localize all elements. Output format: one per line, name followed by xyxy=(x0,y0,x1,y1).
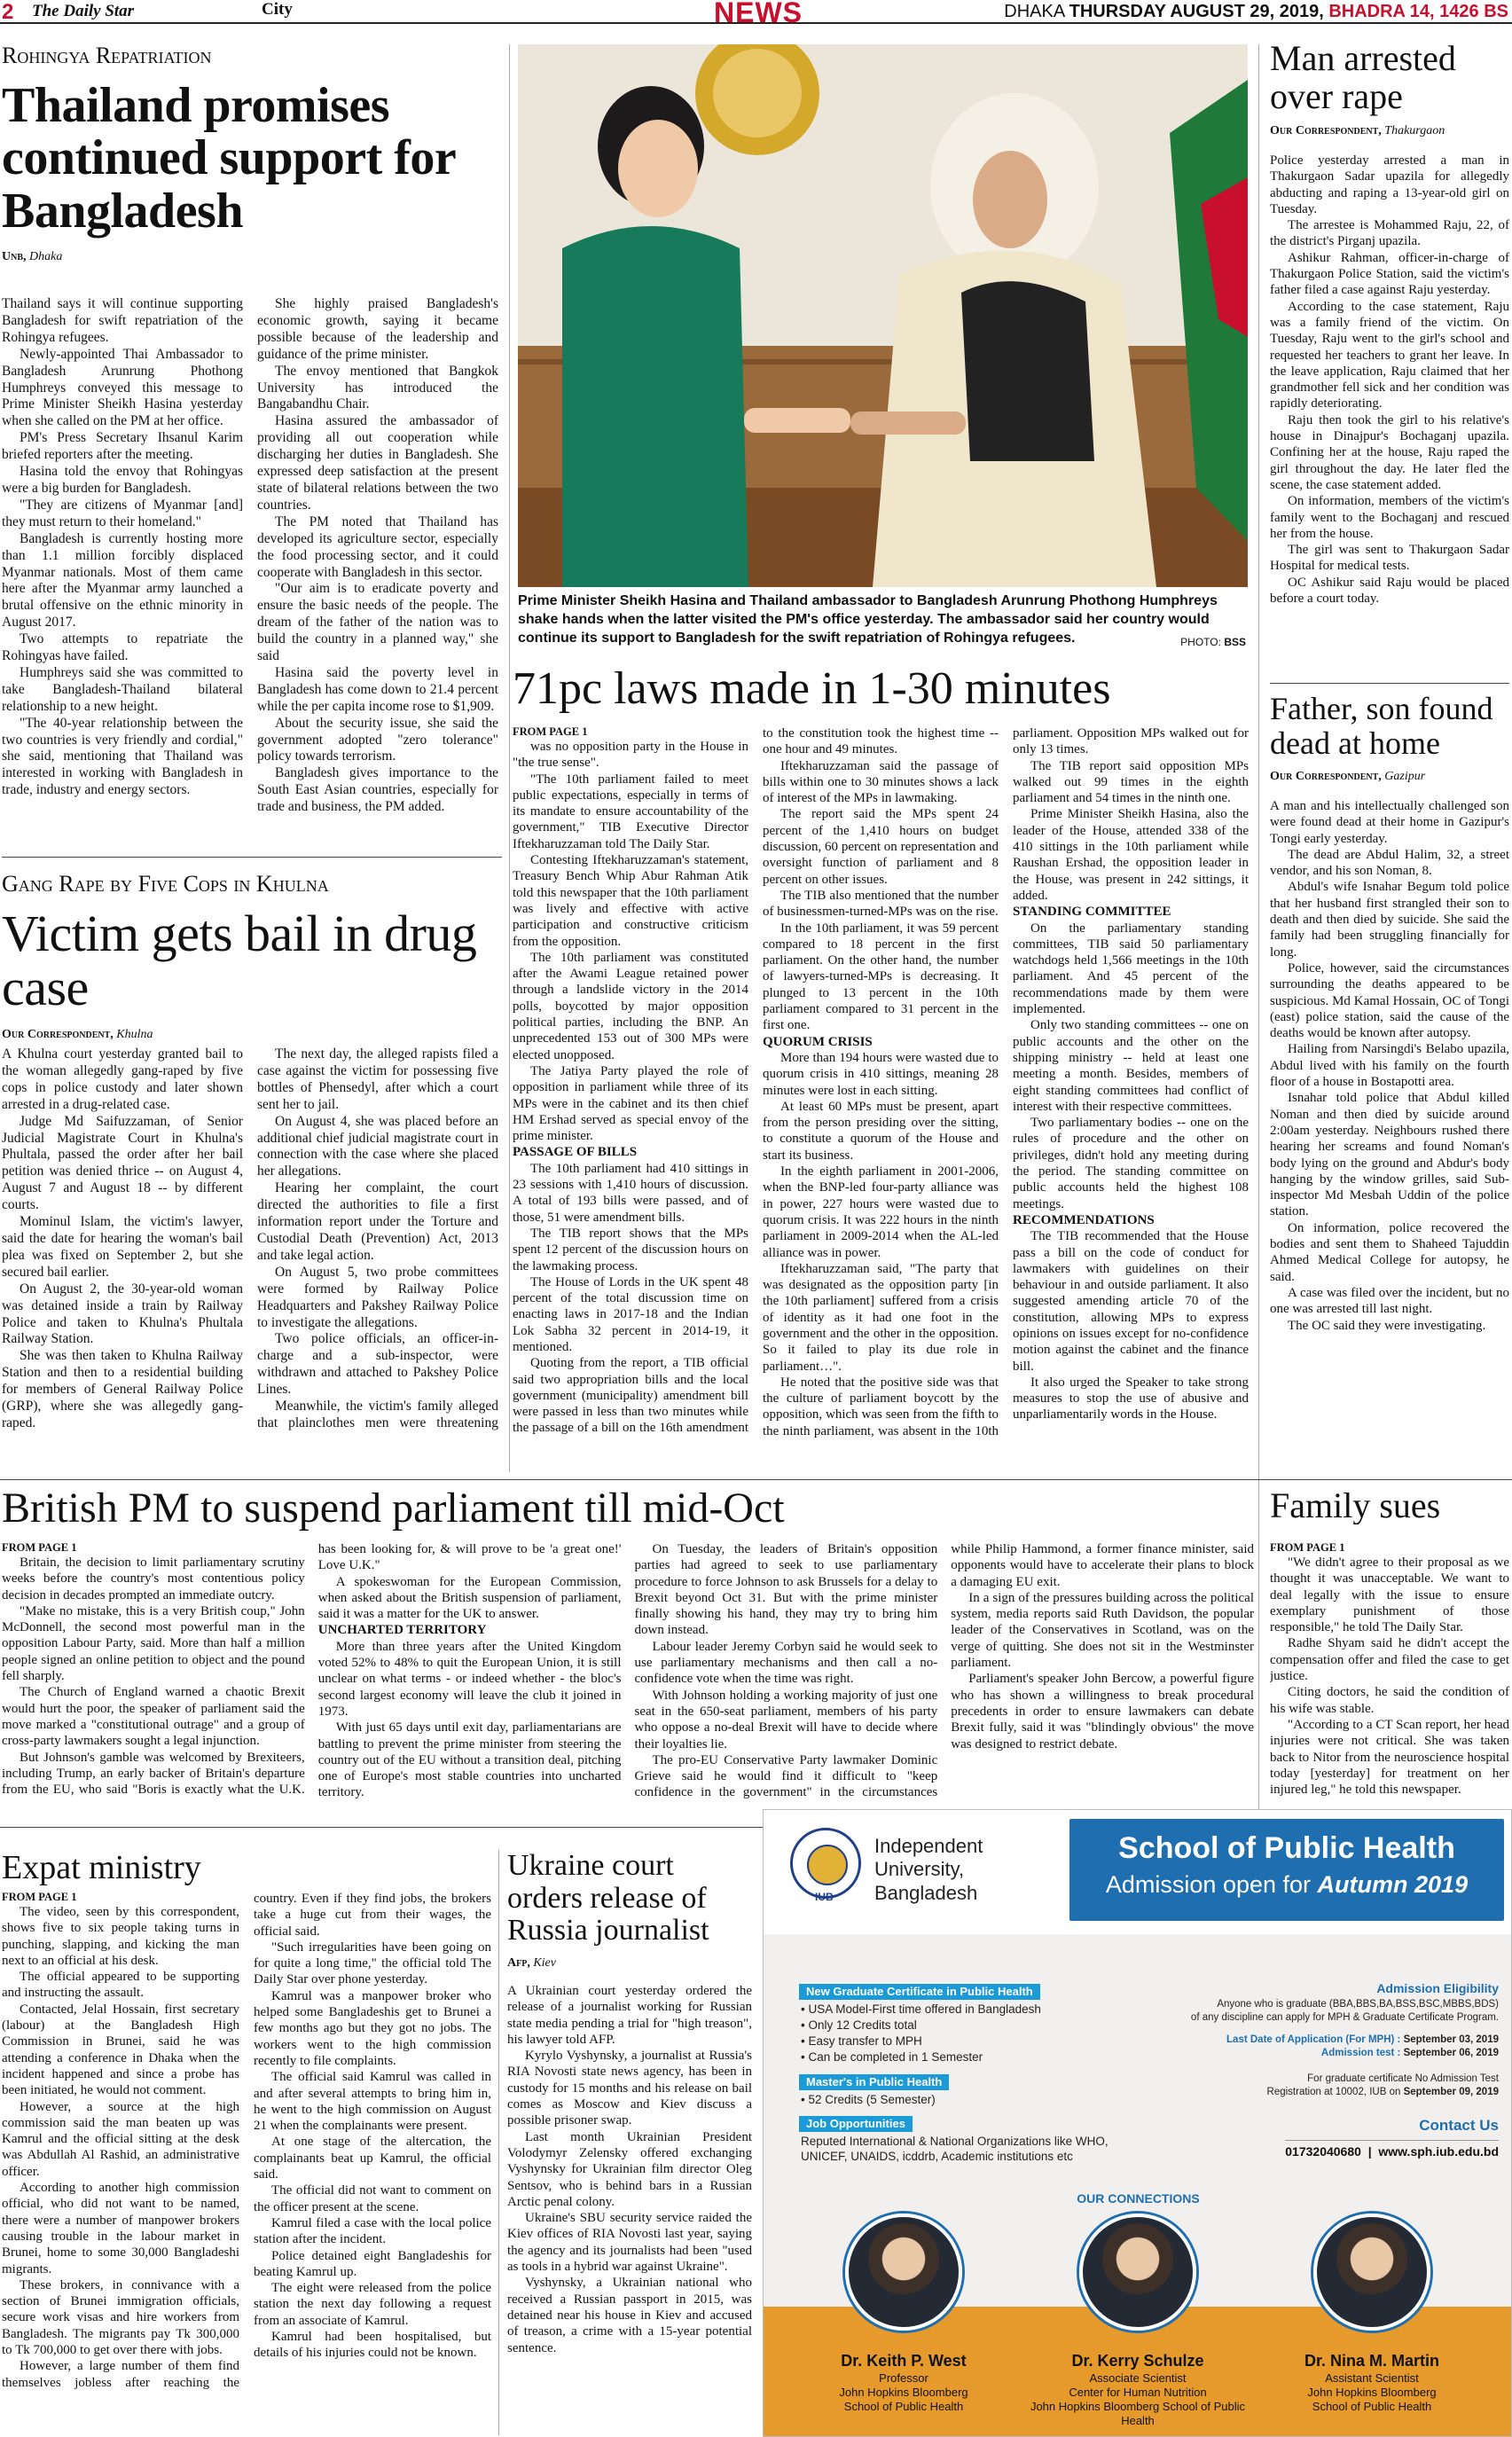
person-org: School of Public Health xyxy=(843,2400,964,2413)
article-paragraph: In a sign of the pressures building across the political system, media reports said Ruth Davidson, the popular leader of the Conservatives in Scotland, was on the verge of quitting. She does not sit in the Westminster parliament. xyxy=(951,1590,1254,1671)
ukraine-body xyxy=(507,1983,752,2435)
photo-credit xyxy=(1180,636,1246,648)
article-headline: 71pc laws made in 1-30 minutes xyxy=(513,665,1111,714)
cert-point: • Only 12 Credits total xyxy=(801,2018,917,2032)
article-byline xyxy=(1270,770,1509,785)
article-paragraph: More than 194 hours were wasted due to quorum crisis in 410 sittings, meaning 28 minutes were lost in each sitting. xyxy=(763,1050,999,1098)
article-paragraph: Kamrul filed a case with the local police station after the incident. xyxy=(254,2215,491,2247)
byline-source: Our Correspondent, xyxy=(1270,769,1382,783)
admission-line xyxy=(1069,1871,1504,1899)
university-name-line: Independent xyxy=(874,1835,983,1857)
university-seal-icon xyxy=(790,1828,861,1899)
british-body xyxy=(2,1541,1254,1822)
article-headline: Family sues xyxy=(1270,1486,1441,1525)
rape-heading xyxy=(1270,39,1509,139)
article-paragraph: Isnahar told police that Abdul killed Noman and then died by suicide around 2:00am yesterday. Neighbours rushed there hearing her screams and found Noman's body lying on the ground and Abdur's body hanging by the window grilles, said Sub-inspector Md Mesbah Uddin of the police station. xyxy=(1270,1091,1509,1219)
last-date xyxy=(1226,2033,1499,2047)
article-paragraph: The 10th parliament had 410 sittings in 23 sessions with 1,410 hours of discussion. A total of 193 bills were passed, and of those, 51 were amendment bills. xyxy=(513,1161,748,1225)
article-paragraph: Parliament's speaker John Bercow, a powerful figure who has shown a willingness to break procedural precedents in order to ensure lawmakers can debate Brexit fully, said it was "blindingly obvious" the move was designed to restrict debate. xyxy=(951,1672,1254,1751)
victim-body xyxy=(2,1046,498,1463)
byline-place: Kiev xyxy=(533,1956,556,1971)
person-photo xyxy=(1313,2214,1430,2331)
cert-point-text: Easy transfer to MPH xyxy=(808,2034,922,2048)
father-heading xyxy=(1270,692,1509,785)
article-paragraph: On information, members of the victim's family went to the Bochaganj and rescued her from the house. xyxy=(1270,494,1509,541)
article-paragraph: It also urged the Speaker to take strong measures to stop the use of abusive and unparliamentarily words in the House. xyxy=(1013,1375,1249,1422)
article-paragraph: On August 5, two probe committees were formed by Railway Police Headquarters and Pakshey Railway Police to investigate the allegations. xyxy=(257,1264,498,1330)
school-name: School of Public Health xyxy=(1118,1831,1455,1865)
article-paragraph: The dead are Abdul Halim, 32, a street vendor, and his son Noman, 8. xyxy=(1270,847,1509,879)
article-paragraph: The Jatiya Party played the role of opposition in parliament while three of its MPs were in the cabinet and its then chief HM Ershad served as special envoy of the prime minister. xyxy=(513,1063,748,1144)
person-org: John Hopkins Bloomberg xyxy=(839,2385,968,2399)
article-paragraph: "The 10th parliament failed to meet public expectations, especially in terms of its mandate to ensure accountability of the government," TIB Executive Director Iftekharuzzaman told The Daily Star. xyxy=(513,772,748,851)
person-org: Center for Human Nutrition xyxy=(1069,2385,1207,2399)
article-paragraph: Kamrul was a manpower broker who helped some Bangladeshis get to Brunei a few months ago but they got no jobs. The workers went to the high commission recently to file complaints. xyxy=(254,1988,491,2068)
newspaper-logo: The Daily Star xyxy=(32,2,135,20)
ukraine-heading xyxy=(507,1850,752,1971)
person-card xyxy=(788,2351,1019,2414)
article-paragraph: "According to a CT Scan report, her head injuries were not critical. She was taken back to Nitor from the neuroscience hospital today [yesterday] for treatment on her injured leg," he told this newspaper. xyxy=(1270,1717,1509,1798)
article-headline: Father, son found dead at home xyxy=(1270,692,1493,761)
article-paragraph: Humphreys said she was committed to take Bangladesh-Thailand bilateral relationship to a new height. xyxy=(2,664,243,714)
cert-note xyxy=(1267,2086,1499,2099)
contact-website[interactable]: www.sph.iub.edu.bd xyxy=(1378,2144,1499,2159)
article-paragraph: The girl was sent to Thakurgaon Sadar Hospital for medical tests. xyxy=(1270,543,1509,574)
rule xyxy=(2,857,502,858)
dateline xyxy=(1004,2,1508,22)
article-paragraph: A spokeswoman for the European Commission, when asked about the British suspension of parliament, said it was a matter for the UK to answer. xyxy=(317,1574,622,1622)
article-paragraph: Radhe Shyam said he didn't accept the compensation offer and filed the case to get justice. xyxy=(1270,1636,1509,1684)
article-paragraph: Police detained eight Bangladeshis for beating Kamrul up. xyxy=(254,2248,491,2279)
cert-note-text: Registration at 10002, IUB on xyxy=(1266,2087,1401,2097)
contact-info[interactable]: 01732040680 | www.sph.iub.edu.bd xyxy=(1285,2140,1499,2159)
from-page-label: FROM PAGE 1 xyxy=(1270,1541,1345,1554)
expat-body xyxy=(2,1891,491,2435)
person-photo xyxy=(1079,2214,1196,2331)
column-rule xyxy=(509,44,510,1472)
article-paragraph: Hasina assured the ambassador of providing all out cooperation while discharging her duties in Bangladesh. She expressed deep satisfaction at the present state of bilateral relations between the two countries. xyxy=(257,413,498,513)
article-paragraph: The House of Lords in the UK spent 48 percent of the total discussion time on enacting laws in 2017-18 and the Indian Lok Sabha 32 percent in 2014-19, it mentioned. xyxy=(513,1274,748,1354)
cert-point-text: USA Model-First time offered in Bangladesh xyxy=(808,2002,1041,2016)
article-paragraph: Contacted, Jelal Hossain, first secretary (labour) at the Bangladesh High Commission in Brunei, said he was attending a conference in Dhaka when the incident happened and since a probe has been initiated, he would not comment. xyxy=(2,2002,239,2098)
article-paragraph: "The 40-year relationship between the two countries is very friendly and cordial," she said, mentioning that Thailand was interested in working with Bangladesh in trade, industry and energy sectors. xyxy=(2,715,243,798)
university-name-line: University, xyxy=(874,1858,965,1881)
article-paragraph: The envoy mentioned that Bangkok University has introduced the Bangabandhu Chair. xyxy=(257,363,498,412)
article-paragraph: Only two standing committees -- one on public accounts and the other on the shipping ministry -- held at least one meeting a month. Besides, members of eight standing committees had conflict of interest with their respective committees. xyxy=(1013,1018,1249,1114)
article-paragraph: The TIB recommended that the House pass a bill on the code of conduct for lawmakers with guidelines on their behaviour in and outside parliament. It also suggested amending article 70 of the constitution, allowing MPs to express opinions on issues except for no-confidence motion against the cabinet and the finance bill. xyxy=(1013,1229,1249,1374)
article-paragraph: Britain, the decision to limit parliamentary scrutiny weeks before the country's most contentious policy decision in decades prompted an immediate outcry. xyxy=(2,1555,305,1602)
article-headline: Victim gets bail in drug case xyxy=(2,905,477,1017)
article-paragraph: Abdul's wife Isnahar Begum told police that her husband first strangled their son to death and then died by suicide. She said the family had been struggling financially for long. xyxy=(1270,880,1509,960)
article-subhead: RECOMMENDATIONS xyxy=(1013,1212,1155,1227)
article-paragraph: On Tuesday, the leaders of Britain's opposition parties had agreed to seek to use parliamentary procedure to force Johnson to ask Brussels for a delay to Brexit beyond Oct 31. But with the prime minister finally showing his hand, they may try to bring him down instead. xyxy=(634,1542,938,1638)
article-paragraph: About the security issue, she said the government adopted "zero tolerance" policy towards terrorism. xyxy=(257,715,498,764)
article-byline xyxy=(2,250,498,265)
article-headline: Ukraine court orders release of Russia journalist xyxy=(507,1850,709,1947)
dateline-city: DHAKA xyxy=(1004,2,1065,21)
from-page-label: FROM PAGE 1 xyxy=(2,1541,77,1554)
article-paragraph: The TIB report shows that the MPs spent 12 percent of the discussion hours on the lawmaking process. xyxy=(513,1226,748,1273)
byline-place: Thakurgaon xyxy=(1384,124,1445,138)
article-paragraph: Labour leader Jeremy Corbyn said he would seek to use parliamentary mechanisms and then call a no-confidence vote when the time was right. xyxy=(634,1639,938,1687)
test-date xyxy=(1321,2047,1499,2060)
article-paragraph: OC Ashikur said Raju would be placed before a court today. xyxy=(1270,575,1509,607)
byline-source: Unb, xyxy=(2,250,27,264)
article-paragraph: According to another high commission official, who did not want to be named, there were a number of manpower brokers causing trouble in the labour market in Brunei, home to some 30,000 Bangladeshi migrants. xyxy=(2,2181,239,2276)
news-photo xyxy=(518,44,1248,587)
person-org: John Hopkins Bloomberg School of Public Health xyxy=(1030,2400,1246,2428)
article-paragraph: However, a source at the high commission said the man beaten up was Kamrul and the official sitting at the desk was Abdullah Al Rashid, an administrative officer. xyxy=(2,2099,239,2179)
last-date-label: Last Date of Application (For MPH) : xyxy=(1226,2034,1401,2045)
family-heading xyxy=(1270,1486,1509,1524)
article-paragraph: Quoting from the report, a TIB official said two appropriation bills and the local government (municipality) amendment bill were passed in less than two minutes while the passage of a bill on the 16th amendment to the constitution took the highest time -- one hour and 49 minutes. xyxy=(513,726,999,1436)
article-paragraph: was no opposition party in the House in "the true sense". xyxy=(513,740,748,771)
contact-phone[interactable]: 01732040680 xyxy=(1285,2144,1361,2159)
rule xyxy=(0,1479,1512,1480)
family-body xyxy=(1270,1541,1509,1822)
admission-label: Admission open for xyxy=(1105,1871,1312,1898)
cert-note-date: September 09, 2019 xyxy=(1403,2087,1499,2097)
from-page-label: FROM PAGE 1 xyxy=(513,725,588,738)
article-paragraph: Citing doctors, he said the condition of his wife was stable. xyxy=(1270,1685,1509,1716)
laws-heading xyxy=(513,665,1249,714)
article-paragraph: Hailing from Narsingdi's Belabo upazila, Abdul lived with his family on the fourth floor of a house in Bostapotti area. xyxy=(1270,1042,1509,1090)
cert-point: • USA Model-First time offered in Bangladesh xyxy=(801,2002,1041,2016)
article-paragraph: The eight were released from the police station the next day following a request from an associate of Kamrul. xyxy=(254,2281,491,2328)
page-header xyxy=(0,0,1512,28)
cert-point-text: Only 12 Credits total xyxy=(808,2018,917,2032)
article-kicker: Rohingya Repatriation xyxy=(2,44,212,68)
last-date-value: September 03, 2019 xyxy=(1403,2034,1499,2045)
article-paragraph: Hearing her complaint, the court directed the authorities to file a first information report under the Torture and Custodial Death (Prevention) Act, 2013 and take legal action. xyxy=(257,1180,498,1263)
article-headline: Expat ministry xyxy=(2,1850,201,1886)
article-paragraph: With just 65 days until exit day, parliamentarians are battling to prevent the prime minister from steering the country out of the EU without a transition deal, pitching one of Europe's most stable countries into uncharted territory. xyxy=(317,1720,622,1800)
article-paragraph: Police yesterday arrested a man in Thakurgaon Sadar upazila for allegedly abducting and raping a 13-year-old girl on Tuesday. xyxy=(1270,153,1509,216)
article-paragraph: Meanwhile, the victim's family alleged that plainclothes men were threatening xyxy=(257,1399,498,1430)
credit-source: BSS xyxy=(1224,636,1246,648)
university-name xyxy=(874,1835,983,1905)
masters-bar: Master's in Public Health xyxy=(799,2074,949,2090)
article-paragraph: Two police officials, an officer-in-charge and a sub-inspector, were withdrawn and attached to Pakshey Police Lines. xyxy=(257,1331,498,1398)
article-byline xyxy=(2,1028,498,1043)
article-paragraph: Two parliamentary bodies -- one on the rules of procedure and the other on privileges, didn't hold any meeting during the period. The standing committee on public accounts held the highest 108 meetings. xyxy=(1013,1116,1249,1211)
person-name: Dr. Kerry Schulze xyxy=(1071,2352,1204,2370)
person-org: John Hopkins Bloomberg xyxy=(1307,2385,1437,2399)
article-paragraph: But Johnson's gamble was welcomed by Brexiteers, including Trump, an early backer of Britain's departure from the EU, who said "Boris is exactly what the U.K. has been looking for, & will prove to be 'a great one!' Love U.K." xyxy=(2,1542,622,1798)
article-paragraph: A Ukrainian court yesterday ordered the release of a journalist working for Russian state media pending a trial for "high treason", his lawyer told AFP. xyxy=(507,1984,752,2047)
cert-point: • Easy transfer to MPH xyxy=(801,2034,922,2048)
article-paragraph: A man and his intellectually challenged son were found dead at their home in Gazipur's Tongi early yesterday. xyxy=(1270,799,1509,846)
column-rule xyxy=(498,1850,499,2435)
article-paragraph: Bangladesh gives importance to the South East Asian countries, especially for trade and business, the PM added. xyxy=(257,765,498,815)
cert-bar: New Graduate Certificate in Public Health xyxy=(799,1984,1040,2000)
article-paragraph: At one stage of the altercation, the complainants beat up Kamrul, the official said. xyxy=(254,2135,491,2182)
person-name: Dr. Keith P. West xyxy=(841,2352,967,2370)
test-date-value: September 06, 2019 xyxy=(1403,2048,1499,2058)
article-paragraph: Kamrul had been hospitalised, but details of his injuries could not be known. xyxy=(254,2330,491,2361)
article-paragraph: Ashikur Rahman, officer-in-charge of Thakurgaon Police Station, said the victim's father filed a case against Raju yesterday. xyxy=(1270,250,1509,298)
jobs-text: UNICEF, UNAIDS, icddrb, Academic institutions etc xyxy=(801,2150,1073,2163)
article-headline: British PM to suspend parliament till mid-Oct xyxy=(2,1486,785,1532)
article-paragraph: Mominul Islam, the victim's lawyer, said the date for hearing the woman's bail plea was fixed on September 2, but she secured bail earlier. xyxy=(2,1214,243,1280)
cert-note: For graduate certificate No Admission Test xyxy=(1307,2073,1499,2084)
person-name: Dr. Nina M. Martin xyxy=(1304,2352,1439,2370)
expat-heading xyxy=(2,1850,481,1886)
test-date-label: Admission test : xyxy=(1320,2048,1401,2058)
article-paragraph: Bangladesh is currently hosting more than 1.1 million forcibly displaced Myanmar nationals. Most of them came here after the Myanmar army launched a brutal offensive on the ethnic minority in August 2017. xyxy=(2,530,243,631)
article-paragraph: Newly-appointed Thai Ambassador to Bangladesh Arunrung Phothong Humphreys conveyed this message to Prime Minister Sheikh Hasina yesterday when she called on the PM at her office. xyxy=(2,346,243,429)
admission-session: Autumn 2019 xyxy=(1317,1871,1469,1898)
article-paragraph: The arrestee is Mohammed Raju, 22, of the district's Pirganj upazila. xyxy=(1270,218,1509,249)
masters-point: • 52 Credits (5 Semester) xyxy=(801,2093,936,2106)
article-paragraph: The TIB also mentioned that the number of businessmen-turned-MPs was on the rise. xyxy=(763,888,999,920)
article-paragraph: The next day, the alleged rapists filed a case against the victim for possessing five bottles of Phensedyl, after which a court sent her to jail. xyxy=(257,1046,498,1112)
article-paragraph: The PM noted that Thailand has developed its agriculture sector, especially the food processing sector, and it could cooperate with Bangladesh in this sector. xyxy=(257,513,498,580)
article-paragraph: The video, seen by this correspondent, shows five to six people taking turns in punching, slapping, and kicking the man next to an official at his desk. xyxy=(2,1905,239,1968)
article-paragraph: PM's Press Secretary Ihsanul Karim briefed reporters after the meeting. xyxy=(2,430,243,463)
person-title: Assistant Scientist xyxy=(1325,2370,1419,2385)
article-paragraph: The official did not want to comment on the officer present at the scene. xyxy=(254,2183,491,2214)
article-paragraph: Thailand says it will continue supporting Bangladesh for swift repatriation of the Rohingya refugees. xyxy=(2,296,243,345)
article-paragraph: Vyshynsky, a Ukrainian national who received a Russian passport in 2015, was detained near his house in Kiev and accused of treason, a crime with a 15-year potential sentence. xyxy=(507,2276,752,2355)
article-paragraph: Iftekharuzzaman said the passage of bills within one to 30 minutes shows a lack of interest of the MPs in lawmaking. xyxy=(763,758,999,806)
article-paragraph: The OC said they were investigating. xyxy=(1288,1318,1486,1333)
article-paragraph: The TIB report said opposition MPs walked out 99 times in the eighth parliament and 54 times in the ninth one. xyxy=(1013,758,1249,806)
article-paragraph: She was then taken to Khulna Railway Station and then to a residential building for members of General Railway Police (GRP), where she was allegedly gang-raped. xyxy=(2,1348,243,1430)
news-label: NEWS xyxy=(714,0,803,28)
byline-place: Dhaka xyxy=(29,250,63,264)
article-paragraph: More than three years after the United Kingdom voted 52% to 48% to quit the European Union, it is still unclear on what terms - or indeed whether - the bloc's second largest economy will leave the club it joined in 1973. xyxy=(317,1639,622,1719)
article-paragraph: With Johnson holding a working majority of just one seat in the 650-seat parliament, members of his party who oppose a no-deal Brexit will have to decide where their loyalties lie. xyxy=(634,1688,938,1751)
byline-source: Our Correspondent, xyxy=(2,1027,114,1041)
from-page-label: FROM PAGE 1 xyxy=(2,1891,77,1903)
father-body xyxy=(1270,798,1509,1469)
article-paragraph: Hasina told the envoy that Rohingyas were a big burden for Bangladesh. xyxy=(2,464,243,496)
article-paragraph: The pro-EU Conservative Party lawmaker Dominic Grieve said he would find it difficult to "keep confidence in the government" in the circumstances while Philip Hammond, a former finance minister, said opponents would have to accelerate their plans to block a damaging EU exit. xyxy=(634,1542,1254,1800)
article-paragraph: Judge Md Saifuzzaman, of Senior Judicial Magistrate Court in Khulna's Phultala, passed the order after her bail petition was denied thrice -- on August 4, August 7 and August 18 -- by different courts. xyxy=(2,1113,243,1213)
article-paragraph: "We didn't agree to their proposal as we thought it was unacceptable. We want to deal legally with the issue to ensure exemplary punishment of those responsible," he told The Daily Star. xyxy=(1270,1555,1509,1635)
article-paragraph: However, a large number of them find themselves jobless after reaching the country. Even if they find jobs, the brokers take a huge cut from their wages, the official said. xyxy=(2,1892,491,2390)
article-paragraph: The official said Kamrul was called in and after several attempts to bring him in, he went to the high commission on August 21 when the complainants were present. xyxy=(254,2070,491,2134)
eligibility-title: Admission Eligibility xyxy=(1376,1981,1499,1995)
credit-label: PHOTO: xyxy=(1180,636,1221,648)
article-paragraph: "Such irregularities have been going on for quite a long time," the official told The Daily Star over phone yesterday. xyxy=(254,1939,491,1987)
article-paragraph: A case was filed over the incident, but no one was arrested till last night. xyxy=(1270,1285,1509,1317)
victim-heading xyxy=(2,873,498,1043)
article-kicker: Gang Rape by Five Cops in Khulna xyxy=(2,873,329,897)
person-title: Associate Scientist xyxy=(1089,2370,1187,2385)
article-paragraph: The report said the MPs spent 24 percent of the 1,410 hours on budget discussion, 60 percent on representation and oversight function of parliament and 8 percent on other issues. xyxy=(763,807,999,887)
article-paragraph: On the parliamentary standing committees, TIB said 50 parliamentary watchdogs held 1,566 meetings in the 10th parliament. And 45 percent of the recommendations made by them were implemented. xyxy=(1013,921,1249,1017)
article-paragraph: These brokers, in connivance with a section of Brunei immigration officials, secure work visas and hire workers from Bangladesh. The migrants pay Tk 300,000 to Tk 700,000 to get over there with jobs. xyxy=(2,2277,239,2358)
article-paragraph: The 10th parliament was constituted after the Awami League retained power through a landslide victory in the 2014 polls, boycotted by major opposition political parties, including the BNP. An unprecedented 153 out of 300 MPs were elected unopposed. xyxy=(513,950,748,1062)
article-paragraph: Ukraine's SBU security service raided the Kiev offices of RIA Novosti last year, saying the agency and its journalists had been "used as tools in a hybrid war against Ukraine". xyxy=(507,2211,752,2275)
thailand-body xyxy=(2,296,498,844)
article-paragraph: "Our aim is to eradicate poverty and ensure the basic needs of the people. The dream of the father of the nation was to build the country in a planned way," she said xyxy=(257,581,498,664)
photo-caption: Prime Minister Sheikh Hasina and Thailand ambassador to Bangladesh Arunrung Phothong Humphreys shake hands when the latter visited the PM's office yesterday. The ambassador said her country would continue its support to Bangladesh for the swift repatriation of Rohingya refugees. xyxy=(518,593,1218,646)
british-heading xyxy=(2,1486,1254,1531)
person-title: Professor xyxy=(879,2370,928,2385)
person-card xyxy=(1257,2351,1487,2414)
article-headline: Man arrested over rape xyxy=(1270,39,1456,117)
article-paragraph: Last month Ukrainian President Volodymyr Zelensky offered exchanging Vyshynsky for Ukrainian film director Oleg Sentsov, who is behind bars in a Russian Arctic penal colony. xyxy=(507,2129,752,2209)
article-paragraph: He noted that the positive side was that the culture of parliament boycott by the opposition, which was seen from the fifth to the ninth parliament, was absent in the 10th parliament. Opposition MPs walked out for only 13 times. xyxy=(763,726,1249,1438)
article-paragraph: Police, however, said the circumstances surrounding the deaths appeared to be suspicious. Md Kamal Hossain, OC of Tongi (east) police station, said the cause of the deaths would be known after autopsy. xyxy=(1270,960,1509,1041)
thailand-heading xyxy=(2,44,498,265)
connections-title: OUR CONNECTIONS xyxy=(1077,2191,1200,2206)
article-paragraph: The official appeared to be supporting and instructing the assault. xyxy=(2,1970,239,2001)
person-photo xyxy=(845,2214,962,2331)
person-card xyxy=(1022,2351,1253,2429)
section-name: City xyxy=(262,0,293,19)
column-rule xyxy=(1258,44,1259,1818)
cert-point: • Can be completed in 1 Semester xyxy=(801,2050,983,2064)
article-paragraph: In the 10th parliament, it was 59 percent compared to 18 percent in the first parliament. On the other hand, the number of lawyers-turned-MPs is decreasing. It plunged to 13 percent in the 10th parliament compared to 31 percent in the first one. xyxy=(763,921,999,1033)
contact-title: Contact Us xyxy=(1419,2117,1499,2134)
dateline-bangla: BHADRA 14, 1426 BS xyxy=(1328,2,1508,21)
eligibility-text: Anyone who is graduate (BBA,BBS,BA,BSS,BSC,MBBS,BDS) xyxy=(1217,1999,1499,2010)
article-paragraph: Hasina said the poverty level in Bangladesh has come down to 21.4 percent while the per capita income rose to $1,909. xyxy=(257,664,498,714)
article-paragraph: On August 4, she was placed before an additional chief judicial magistrate court in connection with the case where she placed her allegations. xyxy=(257,1113,498,1179)
byline-source: Afp, xyxy=(507,1956,530,1971)
school-banner xyxy=(1069,1819,1504,1921)
article-paragraph: "Make no mistake, this is a very British coup," John McDonnell, the second most powerful man in the opposition Labour Party, said. More than half a million people signed an online petition to object and the pound fell sharply. xyxy=(2,1603,305,1684)
article-paragraph: In the eighth parliament in 2001-2006, when the BNP-led four-party alliance was in power, 227 hours were wasted due to quorum crisis. It was 222 hours in the ninth parliament in 2009-2014 when the AL-led alliance was in power. xyxy=(763,1164,999,1260)
handshake-photo-illustration xyxy=(518,44,1248,587)
article-paragraph: At least 60 MPs must be present, apart from the person presiding over the sitting, to constitute a quorum of the House and start its business. xyxy=(763,1099,999,1163)
article-subhead: UNCHARTED TERRITORY xyxy=(317,1623,487,1638)
laws-body xyxy=(513,725,1249,1472)
article-paragraph: On information, police recovered the bodies and sent them to Shaheed Tajuddin Ahmed Medical College for autopsy, he said. xyxy=(1270,1220,1509,1284)
jobs-bar: Job Opportunities xyxy=(799,2116,913,2132)
article-subhead: PASSAGE OF BILLS xyxy=(513,1145,638,1160)
article-paragraph: Raju then took the girl to his relative's house in Dinajpur's Bochaganj upazila. Confining her at the house, Raju raped the girl throughout the day. He later fled the scene, the case statement added. xyxy=(1270,412,1509,492)
advertisement-iub-sph[interactable] xyxy=(763,1809,1512,2437)
byline-place: Khulna xyxy=(116,1027,153,1041)
eligibility-text: of any discipline can apply for MPH & Graduate Certificate Program. xyxy=(1190,2012,1499,2023)
article-subhead: QUORUM CRISIS xyxy=(763,1034,873,1049)
article-headline: Thailand promises continued support for Bangladesh xyxy=(2,78,456,239)
seal-text: IUB xyxy=(815,1891,834,1903)
jobs-text: Reputed International & National Organizations like WHO, xyxy=(801,2135,1109,2148)
article-paragraph: Prime Minister Sheikh Hasina, also the leader of the House, attended 338 of the 410 sittings in the 10th parliament while Raushan Ershad, the opposition leader in the House, was present in 242 sittings, it added. xyxy=(1013,807,1249,903)
article-paragraph: According to the case statement, Raju was a family friend of the victim. On Tuesday, Raju went to the girl's school and requested her teachers to grant her leave. In the leave application, Raju claimed that her grandmother fell sick and her condition was rapidly deteriorating. xyxy=(1270,299,1509,411)
masters-point-text: 52 Credits (5 Semester) xyxy=(808,2093,936,2106)
page-number: 2 xyxy=(2,0,14,24)
byline-source: Our Correspondent, xyxy=(1270,124,1382,138)
article-paragraph: Two attempts to repatriate the Rohingyas have failed. xyxy=(2,631,243,664)
rule xyxy=(1270,683,1509,684)
person-org: School of Public Health xyxy=(1312,2400,1432,2413)
article-paragraph: Contesting Iftekharuzzaman's statement, Treasury Bench Whip Abur Rahman Atik told this newspaper that the 10th parliament was lively and effective with active participation and constructive criticism from the opposition. xyxy=(513,853,748,949)
article-paragraph: A Khulna court yesterday granted bail to the woman allegedly gang-raped by five cops in police custody and later shown arrested in a drug-related case. xyxy=(2,1046,243,1112)
article-byline xyxy=(1270,124,1509,139)
dateline-date: THURSDAY AUGUST 29, 2019, xyxy=(1069,2,1324,21)
byline-place: Gazipur xyxy=(1384,769,1426,783)
article-paragraph: "They are citizens of Myanmar [and] they must return to their homeland." xyxy=(2,497,243,529)
article-subhead: STANDING COMMITTEE xyxy=(1013,905,1171,920)
article-paragraph: The Church of England warned a chaotic Brexit would hurt the poor, the speaker of parliament said the move marked a "constitutional outrage" and a group of cross-party lawmakers sought a legal injunction. xyxy=(2,1685,305,1749)
rape-body xyxy=(1270,153,1509,676)
article-paragraph: Kyrylo Vyshynsky, a journalist at Russia's RIA Novosti state news agency, has been in custody for 15 months and his release on bail comes as Moscow and Kiev discuss a possible prisoner swap. xyxy=(507,2049,752,2128)
article-byline xyxy=(507,1956,752,1971)
cert-point-text: Can be completed in 1 Semester xyxy=(808,2050,983,2064)
article-paragraph: She highly praised Bangladesh's economic growth, saying it became possible because of the leadership and guidance of the prime minister. xyxy=(257,296,498,362)
article-paragraph: On August 2, the 30-year-old woman was detained inside a train by Railway Police and taken to Khulna's Phultala Railway Station. xyxy=(2,1281,243,1347)
university-name-line: Bangladesh xyxy=(874,1881,978,1904)
article-paragraph: Iftekharuzzaman said, "The party that was designated as the opposition party [in the 10th parliament] suffered from a crisis of identity as it had one foot in the government and the other in the opposition. So it failed to play its due role in parliament…". xyxy=(763,1261,999,1374)
